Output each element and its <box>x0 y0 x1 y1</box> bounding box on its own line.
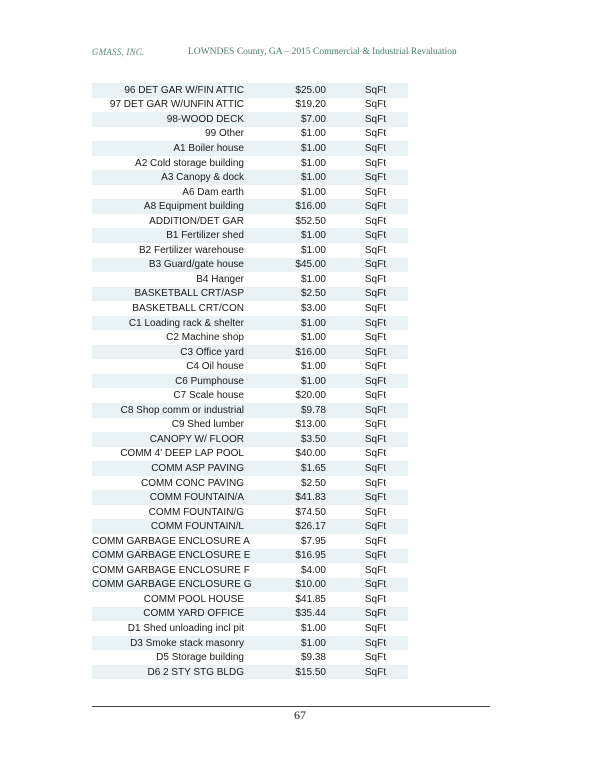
row-unit: SqFt <box>364 550 386 562</box>
row-unit: SqFt <box>364 172 386 184</box>
row-price: $35.44 <box>295 608 326 620</box>
table-row <box>92 403 408 418</box>
table-row <box>92 418 408 433</box>
row-price: $26.17 <box>295 521 326 533</box>
row-name: COMM GARBAGE ENCLOSURE F <box>92 564 250 576</box>
table-row <box>92 549 408 564</box>
row-price: $1.00 <box>300 142 326 154</box>
table-row <box>92 170 408 185</box>
row-unit: SqFt <box>364 317 386 329</box>
table-row <box>92 301 408 316</box>
row-price: $1.00 <box>300 273 326 285</box>
row-name: COMM FOUNTAIN/L <box>150 521 244 533</box>
row-name: CANOPY W/ FLOOR <box>149 433 244 445</box>
row-unit: SqFt <box>364 521 386 533</box>
row-unit: SqFt <box>364 186 386 198</box>
row-unit: SqFt <box>364 142 386 154</box>
row-price: $3.00 <box>300 302 326 314</box>
row-unit: SqFt <box>364 230 386 242</box>
table-row <box>92 621 408 636</box>
table-row <box>92 98 408 113</box>
row-price: $13.00 <box>295 419 326 431</box>
table-row <box>92 592 408 607</box>
row-price: $16.00 <box>295 201 326 213</box>
row-name: B1 Fertilizer shed <box>166 230 244 242</box>
row-name: BASKETBALL CRT/ASP <box>134 288 244 300</box>
table-row <box>92 141 408 156</box>
row-unit: SqFt <box>364 244 386 256</box>
row-price: $41.85 <box>295 593 326 605</box>
table-row <box>92 519 408 534</box>
row-unit: SqFt <box>364 448 386 460</box>
row-price: $1.00 <box>300 637 326 649</box>
row-name: D6 2 STY STG BLDG <box>147 666 244 678</box>
row-name: D5 Storage building <box>156 652 244 664</box>
row-name: B2 Fertilizer warehouse <box>138 244 244 256</box>
row-name: C6 Pumphouse <box>175 375 244 387</box>
row-price: $1.00 <box>300 332 326 344</box>
row-unit: SqFt <box>364 215 386 227</box>
row-name: A8 Equipment building <box>143 201 244 213</box>
row-name: C7 Scale house <box>173 390 244 402</box>
table-row <box>92 199 408 214</box>
row-name: C3 Office yard <box>180 346 244 358</box>
row-unit: SqFt <box>364 332 386 344</box>
row-price: $74.50 <box>295 506 326 518</box>
table-row <box>92 83 408 98</box>
row-price: $1.00 <box>300 244 326 256</box>
row-price: $1.65 <box>300 462 326 474</box>
row-unit: SqFt <box>364 84 386 96</box>
table-row <box>92 636 408 651</box>
table-row <box>92 607 408 622</box>
table-row <box>92 287 408 302</box>
row-unit: SqFt <box>364 637 386 649</box>
row-price: $1.00 <box>300 128 326 140</box>
row-name: C4 Oil house <box>186 361 244 373</box>
row-unit: SqFt <box>364 99 386 111</box>
page-header <box>92 47 550 63</box>
table-row <box>92 505 408 520</box>
row-unit: SqFt <box>364 288 386 300</box>
row-price: $1.00 <box>300 186 326 198</box>
row-price: $52.50 <box>295 215 326 227</box>
row-unit: SqFt <box>364 579 386 591</box>
table-row <box>92 316 408 331</box>
row-price: $20.00 <box>295 390 326 402</box>
row-unit: SqFt <box>364 608 386 620</box>
row-name: COMM FOUNTAIN/G <box>148 506 244 518</box>
row-price: $9.78 <box>300 404 326 416</box>
row-unit: SqFt <box>364 128 386 140</box>
row-unit: SqFt <box>364 113 386 125</box>
row-price: $7.95 <box>300 535 326 547</box>
row-price: $7.00 <box>300 113 326 125</box>
row-name: A3 Canopy & dock <box>161 172 244 184</box>
row-price: $40.00 <box>295 448 326 460</box>
row-name: COMM GARBAGE ENCLOSURE E <box>92 550 251 562</box>
row-unit: SqFt <box>364 404 386 416</box>
table-row <box>92 461 408 476</box>
row-name: C9 Shed lumber <box>171 419 244 431</box>
table-row <box>92 127 408 142</box>
row-unit: SqFt <box>364 593 386 605</box>
row-unit: SqFt <box>364 390 386 402</box>
table-row <box>92 112 408 127</box>
row-name: COMM ASP PAVING <box>151 462 244 474</box>
table-row <box>92 388 408 403</box>
row-price: $2.50 <box>300 477 326 489</box>
table-row <box>92 272 408 287</box>
row-price: $3.50 <box>300 433 326 445</box>
row-price: $45.00 <box>295 259 326 271</box>
document-title: LOWNDES County, GA – 2015 Commercial & Industrial Revaluation <box>188 47 457 57</box>
row-name: D3 Smoke stack masonry <box>130 637 244 649</box>
row-price: $1.00 <box>300 230 326 242</box>
row-unit: SqFt <box>364 564 386 576</box>
row-price: $15.50 <box>295 666 326 678</box>
table-row <box>92 578 408 593</box>
table-row <box>92 359 408 374</box>
row-name: COMM GARBAGE ENCLOSURE A <box>92 535 250 547</box>
row-unit: SqFt <box>364 462 386 474</box>
row-unit: SqFt <box>364 666 386 678</box>
row-name: COMM 4' DEEP LAP POOL <box>120 448 244 460</box>
row-name: COMM POOL HOUSE <box>143 593 244 605</box>
rate-table <box>92 83 408 679</box>
table-row <box>92 374 408 389</box>
footer-divider <box>92 706 490 707</box>
row-name: 96 DET GAR W/FIN ATTIC <box>124 84 244 96</box>
row-name: D1 Shed unloading incl pit <box>127 623 244 634</box>
table-row <box>92 534 408 549</box>
row-unit: SqFt <box>364 419 386 431</box>
table-row <box>92 156 408 171</box>
row-name: ADDITION/DET GAR <box>149 215 244 227</box>
row-price: $4.00 <box>300 564 326 576</box>
table-row <box>92 330 408 345</box>
row-name: COMM GARBAGE ENCLOSURE G <box>92 579 252 591</box>
row-unit: SqFt <box>364 259 386 271</box>
table-row <box>92 490 408 505</box>
row-price: $1.00 <box>300 157 326 169</box>
table-row <box>92 228 408 243</box>
table-row <box>92 214 408 229</box>
row-unit: SqFt <box>364 433 386 445</box>
table-row <box>92 665 408 680</box>
row-price: $16.00 <box>295 346 326 358</box>
row-name: BASKETBALL CRT/CON <box>132 302 244 314</box>
row-name: 97 DET GAR W/UNFIN ATTIC <box>109 99 244 111</box>
row-price: $1.00 <box>300 375 326 387</box>
table-row <box>92 563 408 578</box>
table-row <box>92 345 408 360</box>
row-name: COMM CONC PAVING <box>141 477 244 489</box>
table-row <box>92 258 408 273</box>
row-name: B3 Guard/gate house <box>148 259 244 271</box>
row-price: $9.38 <box>300 652 326 664</box>
table-row <box>92 447 408 462</box>
row-price: $25.00 <box>295 84 326 96</box>
row-price: $1.00 <box>300 317 326 329</box>
company-name: GMASS, INC. <box>92 47 145 57</box>
row-price: $1.00 <box>300 623 326 634</box>
row-name: A2 Cold storage building <box>135 157 244 169</box>
table-row <box>92 243 408 258</box>
row-unit: SqFt <box>364 652 386 664</box>
row-unit: SqFt <box>364 375 386 387</box>
row-unit: SqFt <box>364 361 386 373</box>
row-name: B4 Hanger <box>196 273 244 285</box>
row-name: COMM YARD OFFICE <box>143 608 244 620</box>
row-unit: SqFt <box>364 302 386 314</box>
row-price: $1.00 <box>300 172 326 184</box>
row-name: A6 Dam earth <box>182 186 244 198</box>
row-name: COMM FOUNTAIN/A <box>149 492 244 504</box>
row-price: $19.20 <box>295 99 326 111</box>
row-unit: SqFt <box>364 623 386 634</box>
table-row <box>92 476 408 491</box>
row-unit: SqFt <box>364 492 386 504</box>
table-row <box>92 650 408 665</box>
row-unit: SqFt <box>364 477 386 489</box>
row-name: C1 Loading rack & shelter <box>128 317 244 329</box>
row-price: $2.50 <box>300 288 326 300</box>
row-name: C2 Machine shop <box>166 332 244 344</box>
row-unit: SqFt <box>364 273 386 285</box>
table-row <box>92 185 408 200</box>
row-name: 98-WOOD DECK <box>166 113 244 125</box>
row-name: A1 Boiler house <box>173 142 244 154</box>
row-name: C8 Shop comm or industrial <box>120 404 244 416</box>
table-row <box>92 432 408 447</box>
page-number: 67 <box>294 708 306 722</box>
row-unit: SqFt <box>364 506 386 518</box>
row-unit: SqFt <box>364 157 386 169</box>
row-price: $16.95 <box>295 550 326 562</box>
row-unit: SqFt <box>364 201 386 213</box>
row-price: $41.83 <box>295 492 326 504</box>
row-price: $1.00 <box>300 361 326 373</box>
row-price: $10.00 <box>295 579 326 591</box>
row-unit: SqFt <box>364 346 386 358</box>
row-unit: SqFt <box>364 535 386 547</box>
row-name: 99 Other <box>205 128 244 140</box>
